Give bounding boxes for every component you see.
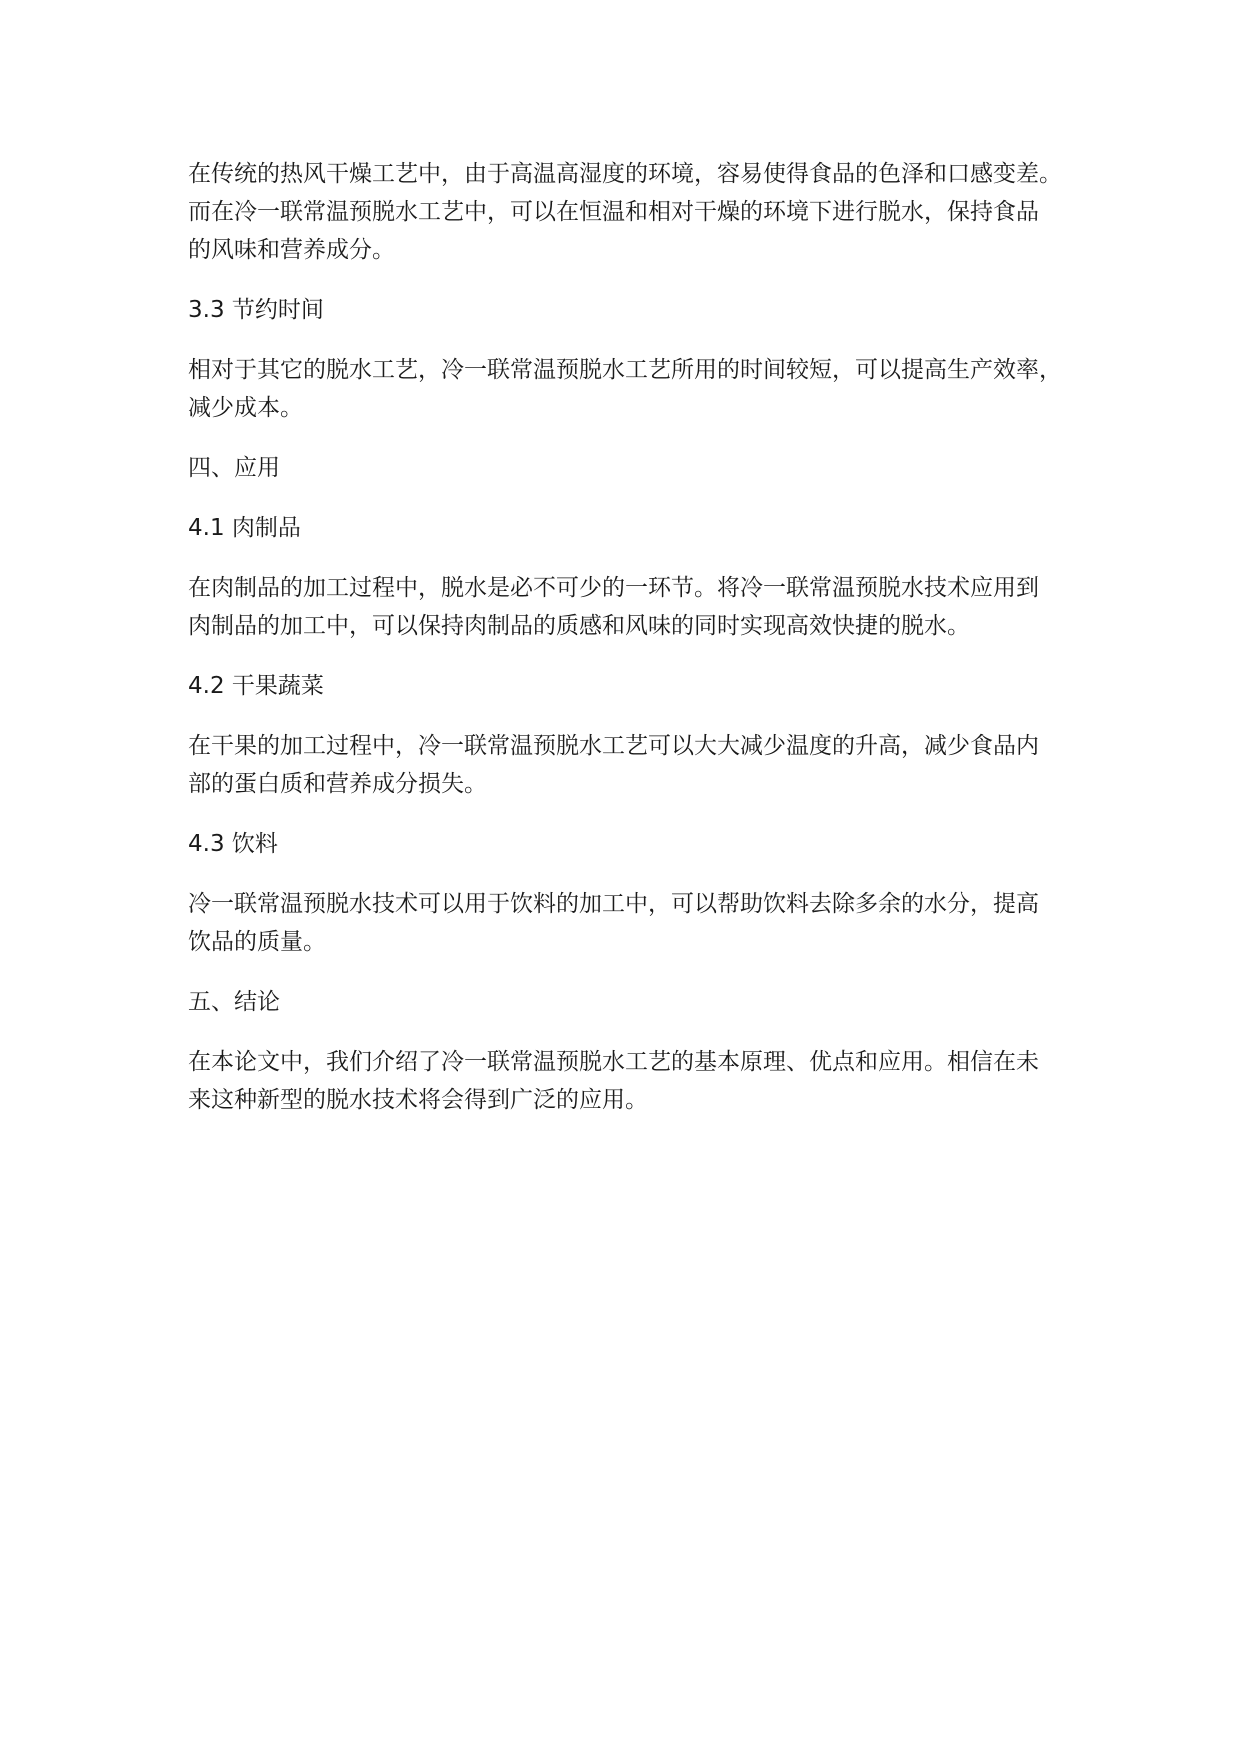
heading-text: 四、应用 (188, 455, 280, 481)
text-line: 相对于其它的脱水工艺，冷一联常温预脱水工艺所用的时间较短，可以提高生产效率， (188, 357, 1062, 383)
paragraph-meat-products (188, 569, 1088, 645)
text-line: 冷一联常温预脱水技术可以用于饮料的加工中，可以帮助饮料去除多余的水分，提高 (188, 891, 1039, 917)
paragraph-time-saving (188, 351, 1088, 427)
text-line: 的风味和营养成分。 (188, 237, 395, 263)
heading-4-2 (188, 667, 1088, 705)
text-line: 在传统的热风干燥工艺中，由于高温高湿度的环境，容易使得食品的色泽和口感变差。 (188, 161, 1062, 187)
heading-section-5 (188, 983, 1088, 1021)
text-line: 来这种新型的脱水技术将会得到广泛的应用。 (188, 1087, 648, 1113)
heading-text: 3.3 节约时间 (188, 297, 324, 323)
paragraph-hot-air-drying (188, 155, 1088, 269)
text-line: 而在冷一联常温预脱水工艺中，可以在恒温和相对干燥的环境下进行脱水，保持食品 (188, 199, 1039, 225)
heading-3-3 (188, 291, 1088, 329)
heading-text: 4.3 饮料 (188, 831, 278, 857)
text-line: 部的蛋白质和营养成分损失。 (188, 771, 487, 797)
heading-4-3 (188, 825, 1088, 863)
text-line: 减少成本。 (188, 395, 303, 421)
heading-section-4 (188, 449, 1088, 487)
paragraph-beverages (188, 885, 1088, 961)
text-line: 在肉制品的加工过程中，脱水是必不可少的一环节。将冷一联常温预脱水技术应用到 (188, 575, 1039, 601)
paragraph-conclusion (188, 1043, 1088, 1119)
heading-4-1 (188, 509, 1088, 547)
paragraph-dried-fruits (188, 727, 1088, 803)
heading-text: 4.2 干果蔬菜 (188, 673, 324, 699)
text-line: 饮品的质量。 (188, 929, 326, 955)
text-line: 在干果的加工过程中，冷一联常温预脱水工艺可以大大减少温度的升高，减少食品内 (188, 733, 1039, 759)
text-line: 肉制品的加工中，可以保持肉制品的质感和风味的同时实现高效快捷的脱水。 (188, 613, 970, 639)
text-line: 在本论文中，我们介绍了冷一联常温预脱水工艺的基本原理、优点和应用。相信在未 (188, 1049, 1039, 1075)
document-body (188, 155, 1088, 1141)
heading-text: 五、结论 (188, 989, 280, 1015)
heading-text: 4.1 肉制品 (188, 515, 301, 541)
